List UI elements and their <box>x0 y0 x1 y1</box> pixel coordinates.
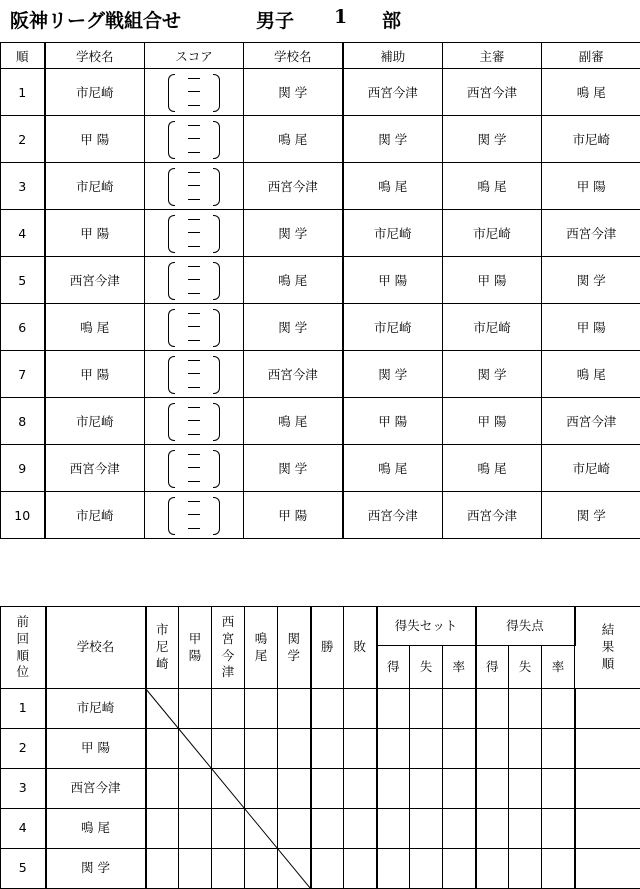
result-cell[interactable] <box>344 769 377 809</box>
header-score: スコア <box>145 43 244 69</box>
team-a: 市尼崎 <box>45 398 145 445</box>
schedule-row <box>1 257 640 304</box>
result-cell[interactable] <box>344 849 377 889</box>
match-order: 3 <box>1 163 45 210</box>
schedule-row <box>1 163 640 210</box>
result-cell[interactable] <box>146 849 179 889</box>
result-cell[interactable] <box>311 729 344 769</box>
score-bracket <box>166 166 222 206</box>
header-opponent <box>212 607 245 689</box>
result-cell[interactable] <box>410 809 443 849</box>
team-a: 市尼崎 <box>45 69 145 116</box>
result-cell[interactable] <box>146 809 179 849</box>
header-set-group: 得失セット <box>377 607 476 646</box>
result-cell[interactable] <box>278 729 311 769</box>
assist-referee: 鳴 尾 <box>343 445 443 492</box>
header-opponent-text: 鳴 尾 <box>255 631 268 663</box>
result-cell[interactable] <box>179 849 212 889</box>
result-cell[interactable] <box>575 809 640 849</box>
standings-row <box>1 849 640 889</box>
header-point-ratio: 率 <box>542 646 575 689</box>
match-order: 8 <box>1 398 45 445</box>
school-name: 鳴 尾 <box>46 809 146 849</box>
header-opponent-text: 西 宮 今 津 <box>222 614 235 680</box>
result-cell[interactable] <box>212 849 245 889</box>
title-main: 阪神リーグ戦組合せ <box>10 6 181 33</box>
result-cell[interactable] <box>344 809 377 849</box>
sub-referee: 関 学 <box>542 257 640 304</box>
header-chief: 主審 <box>443 43 542 69</box>
chief-referee: 西宮今津 <box>443 492 542 539</box>
score-cell[interactable] <box>145 445 244 492</box>
header-opponent-text: 甲 陽 <box>189 631 202 663</box>
result-cell[interactable] <box>278 809 311 849</box>
header-assist: 補助 <box>343 43 443 69</box>
score-bracket <box>166 448 222 488</box>
header-wins: 勝 <box>311 607 344 689</box>
assist-referee: 西宮今津 <box>343 492 443 539</box>
score-cell[interactable] <box>145 257 244 304</box>
school-name: 甲 陽 <box>46 729 146 769</box>
result-cell[interactable] <box>212 769 245 809</box>
score-bracket <box>166 401 222 441</box>
result-cell[interactable] <box>410 769 443 809</box>
chief-referee: 甲 陽 <box>443 257 542 304</box>
result-cell[interactable] <box>179 809 212 849</box>
result-cell[interactable] <box>542 809 575 849</box>
result-cell[interactable] <box>245 769 278 809</box>
header-order: 順 <box>1 43 45 69</box>
prev-rank: 3 <box>1 769 46 809</box>
result-cell[interactable] <box>542 849 575 889</box>
sub-referee: 市尼崎 <box>542 116 640 163</box>
header-school-a: 学校名 <box>45 43 145 69</box>
result-cell[interactable] <box>311 769 344 809</box>
result-cell[interactable] <box>509 689 542 729</box>
sub-referee: 鳴 尾 <box>542 69 640 116</box>
schedule-row <box>1 210 640 257</box>
header-point-group: 得失点 <box>476 607 575 646</box>
result-cell[interactable] <box>344 689 377 729</box>
result-cell[interactable] <box>542 769 575 809</box>
team-b: 鳴 尾 <box>244 398 343 445</box>
result-cell[interactable] <box>212 729 245 769</box>
sub-referee: 西宮今津 <box>542 210 640 257</box>
chief-referee: 関 学 <box>443 116 542 163</box>
team-b: 関 学 <box>244 210 343 257</box>
school-name: 市尼崎 <box>46 689 146 729</box>
header-result <box>575 607 640 689</box>
chief-referee: 西宮今津 <box>443 69 542 116</box>
result-cell[interactable] <box>509 809 542 849</box>
team-b: 鳴 尾 <box>244 116 343 163</box>
header-set-gain: 得 <box>377 646 410 689</box>
result-cell[interactable] <box>146 729 179 769</box>
result-cell[interactable] <box>278 769 311 809</box>
result-cell[interactable] <box>443 809 476 849</box>
assist-referee: 市尼崎 <box>343 304 443 351</box>
title-number: 1 <box>334 6 347 28</box>
standings-header-row <box>1 607 640 646</box>
assist-referee: 鳴 尾 <box>343 163 443 210</box>
match-order: 2 <box>1 116 45 163</box>
team-a: 市尼崎 <box>45 492 145 539</box>
score-cell[interactable] <box>145 492 244 539</box>
result-cell[interactable] <box>245 729 278 769</box>
match-order: 7 <box>1 351 45 398</box>
sub-referee: 甲 陽 <box>542 304 640 351</box>
result-cell[interactable] <box>212 809 245 849</box>
score-bracket <box>166 354 222 394</box>
result-cell[interactable] <box>542 689 575 729</box>
page-title <box>10 4 630 32</box>
header-prev-rank-text: 前 回 順 位 <box>16 614 29 680</box>
assist-referee: 甲 陽 <box>343 398 443 445</box>
header-school: 学校名 <box>46 607 146 689</box>
result-cell[interactable] <box>476 769 509 809</box>
result-cell[interactable] <box>509 769 542 809</box>
schedule-row <box>1 351 640 398</box>
score-cell[interactable] <box>145 69 244 116</box>
header-opponent <box>278 607 311 689</box>
match-order: 5 <box>1 257 45 304</box>
header-prev-rank <box>1 607 46 689</box>
sub-referee: 西宮今津 <box>542 398 640 445</box>
schedule-row <box>1 492 640 539</box>
header-opponent <box>179 607 212 689</box>
score-cell[interactable] <box>145 351 244 398</box>
score-cell[interactable] <box>145 210 244 257</box>
title-division: 男子 <box>256 6 294 33</box>
result-cell[interactable] <box>278 849 311 889</box>
header-opponent <box>146 607 179 689</box>
team-a: 甲 陽 <box>45 351 145 398</box>
team-a: 市尼崎 <box>45 163 145 210</box>
result-cell[interactable] <box>377 769 410 809</box>
team-b: 鳴 尾 <box>244 257 343 304</box>
score-bracket <box>166 72 222 112</box>
result-cell[interactable] <box>509 849 542 889</box>
team-a: 鳴 尾 <box>45 304 145 351</box>
standings-row <box>1 689 640 729</box>
prev-rank: 5 <box>1 849 46 889</box>
result-cell[interactable] <box>542 729 575 769</box>
match-order: 6 <box>1 304 45 351</box>
schedule-row <box>1 304 640 351</box>
match-order: 4 <box>1 210 45 257</box>
sub-referee: 市尼崎 <box>542 445 640 492</box>
team-b: 甲 陽 <box>244 492 343 539</box>
sub-referee: 関 学 <box>542 492 640 539</box>
standings-row <box>1 729 640 769</box>
result-cell[interactable] <box>476 729 509 769</box>
header-opponent-text: 関 学 <box>287 631 300 663</box>
chief-referee: 鳴 尾 <box>443 445 542 492</box>
header-sub: 副審 <box>542 43 640 69</box>
team-a: 西宮今津 <box>45 445 145 492</box>
team-b: 関 学 <box>244 304 343 351</box>
result-cell[interactable] <box>410 849 443 889</box>
result-cell[interactable] <box>443 769 476 809</box>
team-b: 関 学 <box>244 69 343 116</box>
schedule-table <box>0 42 640 539</box>
result-cell[interactable] <box>245 809 278 849</box>
result-cell[interactable] <box>575 689 640 729</box>
header-set-ratio: 率 <box>443 646 476 689</box>
result-cell[interactable] <box>575 849 640 889</box>
chief-referee: 鳴 尾 <box>443 163 542 210</box>
result-cell[interactable] <box>311 849 344 889</box>
chief-referee: 甲 陽 <box>443 398 542 445</box>
result-cell[interactable] <box>245 849 278 889</box>
result-cell[interactable] <box>410 689 443 729</box>
header-school-b: 学校名 <box>244 43 343 69</box>
sub-referee: 甲 陽 <box>542 163 640 210</box>
score-bracket <box>166 260 222 300</box>
score-bracket <box>166 307 222 347</box>
chief-referee: 関 学 <box>443 351 542 398</box>
prev-rank: 2 <box>1 729 46 769</box>
match-order: 9 <box>1 445 45 492</box>
chief-referee: 市尼崎 <box>443 304 542 351</box>
match-order: 1 <box>1 69 45 116</box>
result-cell[interactable] <box>146 769 179 809</box>
schedule-row <box>1 116 640 163</box>
team-a: 甲 陽 <box>45 116 145 163</box>
schedule-row <box>1 69 640 116</box>
header-point-gain: 得 <box>476 646 509 689</box>
team-a: 西宮今津 <box>45 257 145 304</box>
prev-rank: 1 <box>1 689 46 729</box>
assist-referee: 関 学 <box>343 351 443 398</box>
schedule-row <box>1 445 640 492</box>
school-name: 西宮今津 <box>46 769 146 809</box>
result-cell[interactable] <box>245 689 278 729</box>
score-bracket <box>166 119 222 159</box>
header-losses: 敗 <box>344 607 377 689</box>
schedule-row <box>1 398 640 445</box>
result-cell[interactable] <box>377 809 410 849</box>
result-cell[interactable] <box>476 689 509 729</box>
result-cell[interactable] <box>179 689 212 729</box>
score-bracket <box>166 213 222 253</box>
standings-row <box>1 809 640 849</box>
assist-referee: 甲 陽 <box>343 257 443 304</box>
standings-table <box>0 606 640 889</box>
prev-rank: 4 <box>1 809 46 849</box>
standings-row <box>1 769 640 809</box>
result-cell[interactable] <box>377 689 410 729</box>
result-cell[interactable] <box>377 849 410 889</box>
result-cell[interactable] <box>443 849 476 889</box>
chief-referee: 市尼崎 <box>443 210 542 257</box>
result-cell[interactable] <box>179 769 212 809</box>
result-cell[interactable] <box>311 689 344 729</box>
assist-referee: 西宮今津 <box>343 69 443 116</box>
result-cell[interactable] <box>476 849 509 889</box>
result-cell[interactable] <box>443 729 476 769</box>
match-order: 10 <box>1 492 45 539</box>
result-cell[interactable] <box>575 769 640 809</box>
assist-referee: 関 学 <box>343 116 443 163</box>
score-bracket <box>166 495 222 535</box>
result-cell[interactable] <box>410 729 443 769</box>
score-cell[interactable] <box>145 163 244 210</box>
result-cell[interactable] <box>377 729 410 769</box>
assist-referee: 市尼崎 <box>343 210 443 257</box>
team-b: 西宮今津 <box>244 163 343 210</box>
score-cell[interactable] <box>145 116 244 163</box>
result-cell[interactable] <box>344 729 377 769</box>
header-opponent <box>245 607 278 689</box>
school-name: 関 学 <box>46 849 146 889</box>
header-point-loss: 失 <box>509 646 542 689</box>
result-cell[interactable] <box>509 729 542 769</box>
team-a: 甲 陽 <box>45 210 145 257</box>
result-cell[interactable] <box>311 809 344 849</box>
header-set-loss: 失 <box>410 646 443 689</box>
result-cell[interactable] <box>212 689 245 729</box>
score-cell[interactable] <box>145 398 244 445</box>
result-cell[interactable] <box>575 729 640 769</box>
schedule-header-row <box>1 43 640 69</box>
header-result-text: 結 果 順 <box>602 622 615 671</box>
sub-referee: 鳴 尾 <box>542 351 640 398</box>
title-bu: 部 <box>382 6 401 33</box>
result-cell[interactable] <box>146 689 179 729</box>
score-cell[interactable] <box>145 304 244 351</box>
header-opponent-text: 市 尼 崎 <box>156 622 169 671</box>
team-b: 関 学 <box>244 445 343 492</box>
result-cell[interactable] <box>179 729 212 769</box>
result-cell[interactable] <box>443 689 476 729</box>
result-cell[interactable] <box>278 689 311 729</box>
result-cell[interactable] <box>476 809 509 849</box>
team-b: 西宮今津 <box>244 351 343 398</box>
